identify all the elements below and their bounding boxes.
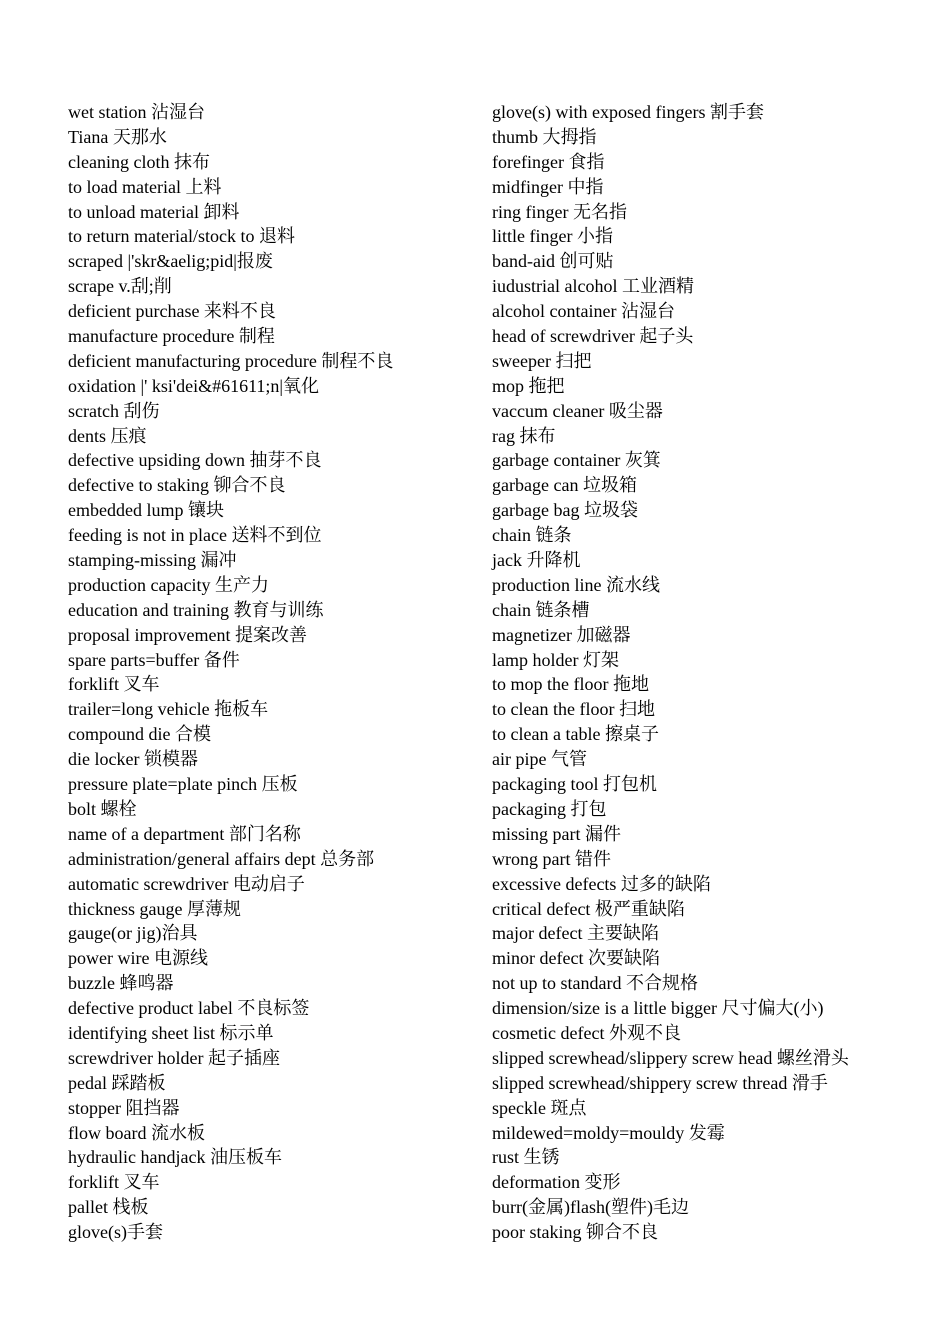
glossary-entry: slipped screwhead/slippery screw head 螺丝滑头 (492, 1047, 849, 1068)
glossary-entry: speckle 斑点 (492, 1097, 587, 1118)
glossary-entry: automatic screwdriver 电动启子 (68, 873, 305, 894)
glossary-entry: Tiana 天那水 (68, 126, 167, 147)
glossary-entry: head of screwdriver 起子头 (492, 326, 694, 347)
glossary-entry: production line 流水线 (492, 574, 660, 595)
glossary-entry: excessive defects 过多的缺陷 (492, 873, 711, 894)
glossary-entry: oxidation |' ksi'dei&#61611;n|氧化 (68, 375, 320, 396)
glossary-entry: scratch 刮伤 (68, 400, 160, 421)
glossary-entry: iudustrial alcohol 工业酒精 (492, 276, 694, 297)
glossary-entry: garbage container 灰箕 (492, 450, 661, 471)
glossary-entry: pallet 栈板 (68, 1197, 149, 1218)
glossary-entry: to clean the floor 扫地 (492, 699, 655, 720)
glossary-entry: administration/general affairs dept 总务部 (68, 848, 375, 869)
glossary-entry: packaging tool 打包机 (492, 774, 657, 795)
glossary-entry: slipped screwhead/shippery screw thread 滑手 (492, 1072, 828, 1093)
glossary-entry: name of a department 部门名称 (68, 823, 301, 844)
glossary-entry: thumb 大拇指 (492, 126, 597, 147)
glossary-entry: air pipe 气管 (492, 749, 587, 770)
glossary-entry: dents 压痕 (68, 425, 147, 446)
glossary-entry: buzzle 蜂鸣器 (68, 973, 174, 994)
glossary-entry: embedded lump 镶块 (68, 500, 224, 521)
glossary-entry: band-aid 创可贴 (492, 251, 614, 272)
glossary-entry: forklift 叉车 (68, 1172, 160, 1193)
glossary-entry: hydraulic handjack 油压板车 (68, 1147, 282, 1168)
glossary-entry: manufacture procedure 制程 (68, 326, 275, 347)
glossary-entry: thickness gauge 厚薄规 (68, 898, 241, 919)
glossary-entry: cleaning cloth 抹布 (68, 151, 210, 172)
glossary-entry: deficient purchase 来料不良 (68, 301, 276, 322)
glossary-left-column (68, 100, 478, 1245)
glossary-right-column (492, 100, 932, 1245)
glossary-entry: die locker 锁模器 (68, 749, 198, 770)
glossary-entry: garbage bag 垃圾袋 (492, 500, 638, 521)
glossary-entry: to load material 上料 (68, 176, 222, 197)
glossary-entry: stopper 阻挡器 (68, 1097, 180, 1118)
glossary-entry: jack 升降机 (492, 550, 581, 571)
glossary-entry: pedal 踩踏板 (68, 1072, 166, 1093)
glossary-entry: wet station 沾湿台 (68, 102, 205, 122)
glossary-entry: wrong part 错件 (492, 848, 611, 869)
glossary-entry: feeding is not in place 送料不到位 (68, 525, 322, 546)
glossary-entry: ring finger 无名指 (492, 201, 627, 222)
glossary-entry: forefinger 食指 (492, 151, 605, 172)
glossary-entry: deficient manufacturing procedure 制程不良 (68, 350, 394, 371)
glossary-entry: screwdriver holder 起子插座 (68, 1047, 280, 1068)
glossary-entry: defective upsiding down 抽芽不良 (68, 450, 322, 471)
glossary-entry: little finger 小指 (492, 226, 613, 247)
glossary-entry: to unload material 卸料 (68, 201, 240, 222)
glossary-entry: to return material/stock to 退料 (68, 226, 295, 247)
glossary-entry: dimension/size is a little bigger 尺寸偏大(小) (492, 998, 824, 1019)
glossary-entry: glove(s)手套 (68, 1222, 163, 1243)
glossary-entry: education and training 教育与训练 (68, 599, 324, 620)
glossary-entry: midfinger 中指 (492, 176, 604, 197)
glossary-entry: poor staking 铆合不良 (492, 1222, 658, 1243)
glossary-entry: stamping-missing 漏冲 (68, 550, 237, 571)
glossary-entry: to mop the floor 拖地 (492, 674, 649, 695)
glossary-entry: minor defect 次要缺陷 (492, 948, 660, 969)
glossary-entry: packaging 打包 (492, 798, 607, 819)
glossary-entry: production capacity 生产力 (68, 574, 269, 595)
glossary-entry: mop 拖把 (492, 375, 565, 396)
glossary-entry: proposal improvement 提案改善 (68, 624, 307, 645)
glossary-entry: scraped |'skr&aelig;pid|报废 (68, 251, 273, 272)
glossary-entry: compound die 合模 (68, 724, 211, 745)
glossary-entry: critical defect 极严重缺陷 (492, 898, 685, 919)
glossary-entry: burr(金属)flash(塑件)毛边 (492, 1197, 689, 1218)
glossary-entry: magnetizer 加磁器 (492, 624, 631, 645)
glossary-entry: power wire 电源线 (68, 948, 208, 969)
glossary-entry: defective product label 不良标签 (68, 998, 310, 1019)
glossary-entry: vaccum cleaner 吸尘器 (492, 400, 663, 421)
glossary-entry: chain 链条槽 (492, 599, 590, 620)
glossary-entry: identifying sheet list 标示单 (68, 1022, 274, 1043)
glossary-entry: not up to standard 不合规格 (492, 973, 698, 994)
glossary-entry: mildewed=moldy=mouldy 发霉 (492, 1122, 725, 1143)
glossary-entry: rag 抹布 (492, 425, 556, 446)
glossary-entry: gauge(or jig)治具 (68, 923, 198, 944)
glossary-entry: lamp holder 灯架 (492, 649, 619, 670)
glossary-entry: rust 生锈 (492, 1147, 560, 1168)
glossary-entry: scrape v.刮;削 (68, 276, 172, 297)
glossary-entry: sweeper 扫把 (492, 350, 592, 371)
glossary-entry: forklift 叉车 (68, 674, 160, 695)
glossary-entry: cosmetic defect 外观不良 (492, 1022, 681, 1043)
glossary-entry: deformation 变形 (492, 1172, 621, 1193)
glossary-entry: glove(s) with exposed fingers 割手套 (492, 102, 764, 122)
glossary-entry: alcohol container 沾湿台 (492, 301, 675, 322)
glossary-entry: chain 链条 (492, 525, 572, 546)
glossary-entry: to clean a table 擦桌子 (492, 724, 659, 745)
glossary-entry: bolt 螺栓 (68, 798, 137, 819)
glossary-entry: garbage can 垃圾箱 (492, 475, 637, 496)
glossary-entry: major defect 主要缺陷 (492, 923, 659, 944)
glossary-entry: defective to staking 铆合不良 (68, 475, 286, 496)
glossary-entry: spare parts=buffer 备件 (68, 649, 240, 670)
glossary-entry: pressure plate=plate pinch 压板 (68, 774, 298, 795)
glossary-entry: trailer=long vehicle 拖板车 (68, 699, 269, 720)
glossary-entry: flow board 流水板 (68, 1122, 205, 1143)
glossary-entry: missing part 漏件 (492, 823, 621, 844)
